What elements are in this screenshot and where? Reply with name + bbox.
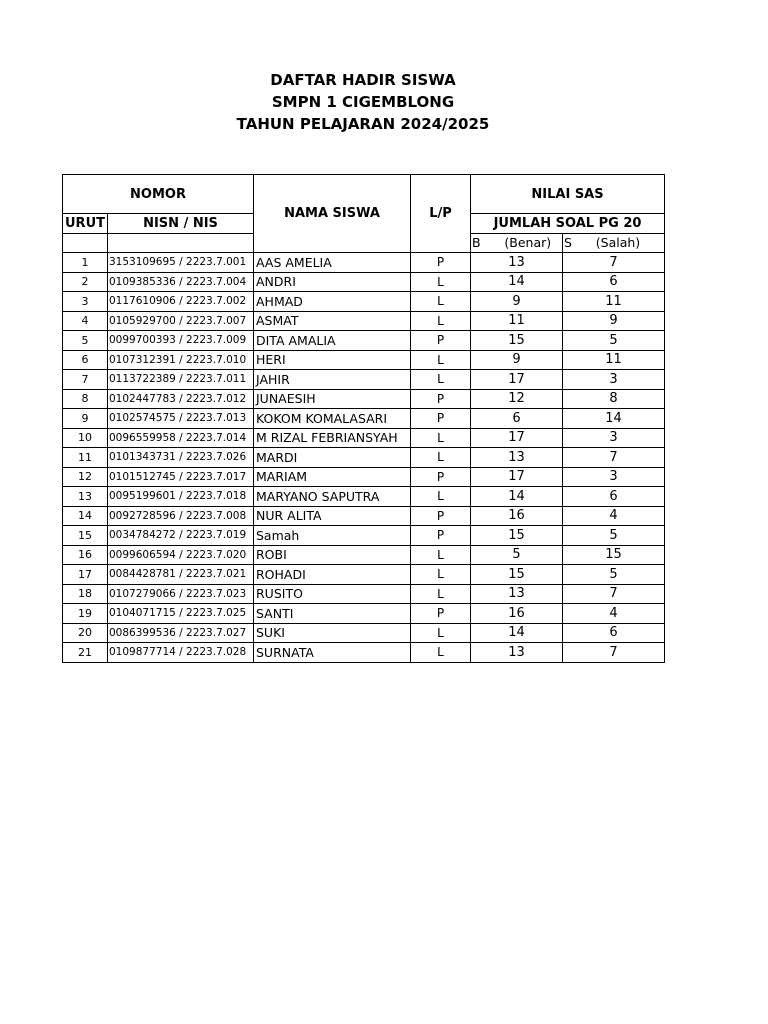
table-row xyxy=(63,584,665,604)
salah-cell: 7 xyxy=(563,643,665,663)
benar-cell: 11 xyxy=(471,311,563,331)
student-name: ANDRI xyxy=(254,272,411,292)
school-name: SMPN 1 CIGEMBLONG xyxy=(271,93,455,111)
gender-cell: L xyxy=(411,350,471,370)
row-number: 4 xyxy=(63,311,108,331)
table-row xyxy=(63,253,665,273)
nisn-cell: 0107312391 / 2223.7.010 xyxy=(108,350,254,370)
row-number: 12 xyxy=(63,467,108,487)
nisn-cell: 0095199601 / 2223.7.018 xyxy=(108,487,254,507)
row-number: 19 xyxy=(63,604,108,624)
salah-cell: 11 xyxy=(563,292,665,312)
row-number: 13 xyxy=(63,487,108,507)
student-name: M RIZAL FEBRIANSYAH xyxy=(254,428,411,448)
table-row xyxy=(63,448,665,468)
benar-cell: 6 xyxy=(471,409,563,429)
student-name: Samah xyxy=(254,526,411,546)
salah-cell: 14 xyxy=(563,409,665,429)
benar-cell: 17 xyxy=(471,370,563,390)
gender-cell: L xyxy=(411,623,471,643)
benar-cell: 13 xyxy=(471,643,563,663)
table-row xyxy=(63,623,665,643)
salah-cell: 6 xyxy=(563,487,665,507)
nisn-cell: 0034784272 / 2223.7.019 xyxy=(108,526,254,546)
gender-cell: L xyxy=(411,370,471,390)
empty-cell xyxy=(63,233,108,253)
gender-cell: L xyxy=(411,487,471,507)
gender-cell: L xyxy=(411,311,471,331)
nisn-cell: 0099700393 / 2223.7.009 xyxy=(108,331,254,351)
col-nama-siswa: NAMA SISWA xyxy=(254,175,411,253)
table-row xyxy=(63,604,665,624)
row-number: 3 xyxy=(63,292,108,312)
student-name: AAS AMELIA xyxy=(254,253,411,273)
nisn-cell: 0092728596 / 2223.7.008 xyxy=(108,506,254,526)
benar-cell: 15 xyxy=(471,526,563,546)
benar-cell: 14 xyxy=(471,272,563,292)
empty-cell xyxy=(108,233,254,253)
table-row xyxy=(63,467,665,487)
row-number: 18 xyxy=(63,584,108,604)
row-number: 8 xyxy=(63,389,108,409)
row-number: 2 xyxy=(63,272,108,292)
col-nisn: NISN / NIS xyxy=(108,214,254,234)
salah-cell: 15 xyxy=(563,545,665,565)
gender-cell: P xyxy=(411,253,471,273)
salah-cell: 7 xyxy=(563,448,665,468)
benar-cell: 16 xyxy=(471,604,563,624)
benar-cell: 15 xyxy=(471,331,563,351)
salah-cell: 4 xyxy=(563,604,665,624)
nisn-cell: 0084428781 / 2223.7.021 xyxy=(108,565,254,585)
row-number: 6 xyxy=(63,350,108,370)
salah-cell: 9 xyxy=(563,311,665,331)
student-name: JUNAESIH xyxy=(254,389,411,409)
benar-cell: 17 xyxy=(471,428,563,448)
table-row xyxy=(63,331,665,351)
student-name: MARDI xyxy=(254,448,411,468)
student-name: DITA AMALIA xyxy=(254,331,411,351)
row-number: 15 xyxy=(63,526,108,546)
gender-cell: L xyxy=(411,565,471,585)
table-row xyxy=(63,526,665,546)
nisn-cell: 0099606594 / 2223.7.020 xyxy=(108,545,254,565)
student-name: AHMAD xyxy=(254,292,411,312)
salah-cell: 6 xyxy=(563,623,665,643)
school-year: TAHUN PELAJARAN 2024/2025 xyxy=(236,115,490,133)
student-name: ROHADI xyxy=(254,565,411,585)
student-name: SUKI xyxy=(254,623,411,643)
table-row xyxy=(63,409,665,429)
nisn-cell: 0109877714 / 2223.7.028 xyxy=(108,643,254,663)
gender-cell: L xyxy=(411,643,471,663)
attendance-table xyxy=(62,174,665,663)
nisn-cell: 0086399536 / 2223.7.027 xyxy=(108,623,254,643)
benar-cell: 12 xyxy=(471,389,563,409)
gender-cell: L xyxy=(411,428,471,448)
gender-cell: L xyxy=(411,292,471,312)
col-benar: B (Benar) xyxy=(471,233,563,253)
gender-cell: P xyxy=(411,506,471,526)
salah-cell: 5 xyxy=(563,331,665,351)
table-row xyxy=(63,428,665,448)
nisn-cell: 0107279066 / 2223.7.023 xyxy=(108,584,254,604)
student-name: JAHIR xyxy=(254,370,411,390)
gender-cell: L xyxy=(411,272,471,292)
salah-cell: 3 xyxy=(563,467,665,487)
student-name: KOKOM KOMALASARI xyxy=(254,409,411,429)
salah-cell: 11 xyxy=(563,350,665,370)
benar-cell: 13 xyxy=(471,448,563,468)
row-number: 11 xyxy=(63,448,108,468)
student-name: ROBI xyxy=(254,545,411,565)
nisn-cell: 3153109695 / 2223.7.001 xyxy=(108,253,254,273)
salah-cell: 6 xyxy=(563,272,665,292)
gender-cell: L xyxy=(411,584,471,604)
col-jumlah-soal: JUMLAH SOAL PG 20 xyxy=(471,214,665,234)
table-row xyxy=(63,350,665,370)
col-urut: URUT xyxy=(63,214,108,234)
gender-cell: P xyxy=(411,604,471,624)
col-nomor: NOMOR xyxy=(63,175,254,214)
benar-cell: 9 xyxy=(471,350,563,370)
salah-cell: 5 xyxy=(563,526,665,546)
student-name: SURNATA xyxy=(254,643,411,663)
nisn-cell: 0113722389 / 2223.7.011 xyxy=(108,370,254,390)
row-number: 14 xyxy=(63,506,108,526)
nisn-cell: 0109385336 / 2223.7.004 xyxy=(108,272,254,292)
gender-cell: P xyxy=(411,526,471,546)
col-nilai-sas: NILAI SAS xyxy=(471,175,665,214)
gender-cell: L xyxy=(411,448,471,468)
table-row xyxy=(63,545,665,565)
benar-cell: 14 xyxy=(471,623,563,643)
student-name: ASMAT xyxy=(254,311,411,331)
student-name: NUR ALITA xyxy=(254,506,411,526)
header-row-1 xyxy=(63,175,665,214)
benar-cell: 13 xyxy=(471,584,563,604)
salah-cell: 3 xyxy=(563,370,665,390)
col-salah: S (Salah) xyxy=(563,233,665,253)
row-number: 9 xyxy=(63,409,108,429)
student-name: SANTI xyxy=(254,604,411,624)
row-number: 17 xyxy=(63,565,108,585)
benar-cell: 13 xyxy=(471,253,563,273)
table-row xyxy=(63,292,665,312)
table-row xyxy=(63,565,665,585)
salah-cell: 8 xyxy=(563,389,665,409)
doc-title: DAFTAR HADIR SISWA xyxy=(270,71,456,89)
nisn-cell: 0101512745 / 2223.7.017 xyxy=(108,467,254,487)
benar-cell: 15 xyxy=(471,565,563,585)
nisn-cell: 0105929700 / 2223.7.007 xyxy=(108,311,254,331)
student-name: MARIAM xyxy=(254,467,411,487)
student-name: RUSITO xyxy=(254,584,411,604)
gender-cell: P xyxy=(411,331,471,351)
nisn-cell: 0117610906 / 2223.7.002 xyxy=(108,292,254,312)
table-row xyxy=(63,370,665,390)
benar-cell: 17 xyxy=(471,467,563,487)
nisn-cell: 0102447783 / 2223.7.012 xyxy=(108,389,254,409)
nisn-cell: 0102574575 / 2223.7.013 xyxy=(108,409,254,429)
salah-cell: 4 xyxy=(563,506,665,526)
row-number: 5 xyxy=(63,331,108,351)
salah-cell: 7 xyxy=(563,253,665,273)
gender-cell: P xyxy=(411,409,471,429)
table-row xyxy=(63,643,665,663)
table-row xyxy=(63,506,665,526)
row-number: 1 xyxy=(63,253,108,273)
gender-cell: P xyxy=(411,389,471,409)
benar-cell: 9 xyxy=(471,292,563,312)
nisn-cell: 0096559958 / 2223.7.014 xyxy=(108,428,254,448)
gender-cell: L xyxy=(411,545,471,565)
row-number: 20 xyxy=(63,623,108,643)
col-lp: L/P xyxy=(411,175,471,253)
student-name: HERI xyxy=(254,350,411,370)
benar-cell: 14 xyxy=(471,487,563,507)
gender-cell: P xyxy=(411,467,471,487)
row-number: 7 xyxy=(63,370,108,390)
row-number: 16 xyxy=(63,545,108,565)
table-row xyxy=(63,311,665,331)
nisn-cell: 0104071715 / 2223.7.025 xyxy=(108,604,254,624)
student-name: MARYANO SAPUTRA xyxy=(254,487,411,507)
row-number: 10 xyxy=(63,428,108,448)
table-row xyxy=(63,272,665,292)
row-number: 21 xyxy=(63,643,108,663)
nisn-cell: 0101343731 / 2223.7.026 xyxy=(108,448,254,468)
benar-cell: 5 xyxy=(471,545,563,565)
salah-cell: 5 xyxy=(563,565,665,585)
salah-cell: 7 xyxy=(563,584,665,604)
table-row xyxy=(63,389,665,409)
table-row xyxy=(63,487,665,507)
salah-cell: 3 xyxy=(563,428,665,448)
benar-cell: 16 xyxy=(471,506,563,526)
